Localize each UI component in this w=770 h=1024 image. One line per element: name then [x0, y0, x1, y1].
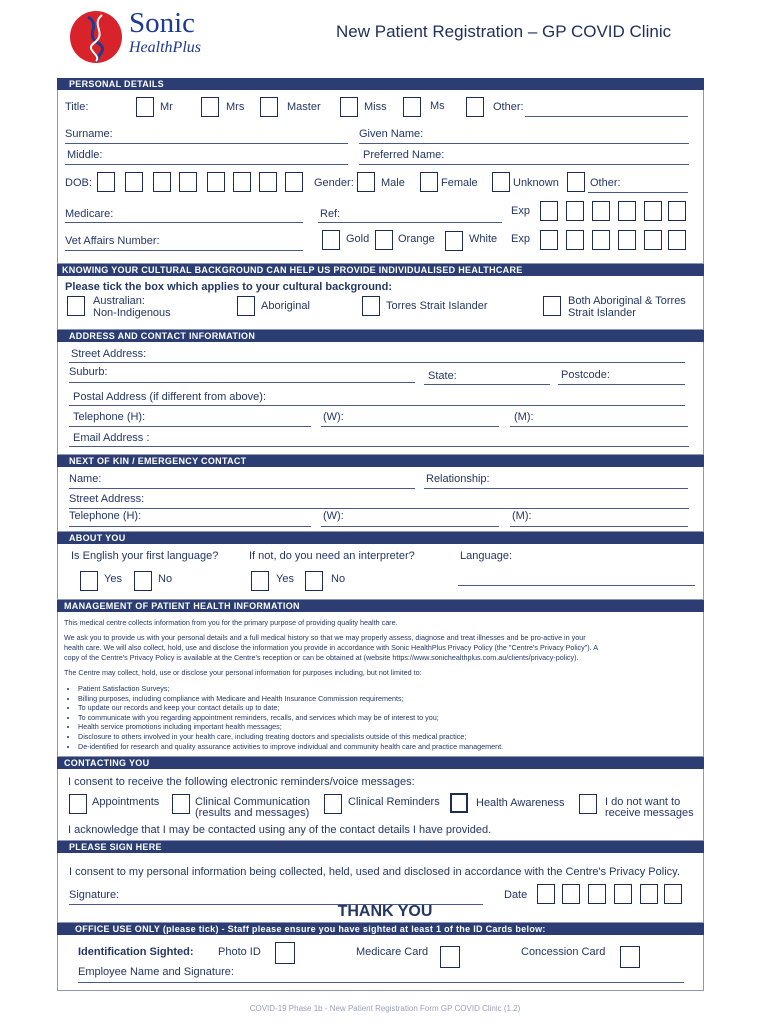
kin-name-field[interactable] [69, 488, 415, 489]
clinical-reminders-checkbox[interactable] [324, 794, 342, 814]
given-name-label: Given Name: [359, 128, 424, 140]
telephone-m-field[interactable] [510, 426, 688, 427]
street-address-field[interactable] [69, 362, 685, 363]
photo-id-checkbox[interactable] [275, 942, 295, 964]
office-heading: OFFICE USE ONLY (please tick) - Staff please ensure you have sighted at least 1 of the ID Cards below: [57, 923, 704, 935]
english-yes-checkbox[interactable] [80, 571, 98, 591]
appointments-label: Appointments [92, 796, 160, 808]
interpreter-yes-label: Yes [276, 573, 294, 585]
management-heading: MANAGEMENT OF PATIENT HEALTH INFORMATION [57, 600, 704, 612]
footer-text: COVID-19 Phase 1b - New Patient Registration Form GP COVID Clinic (1.2) [249, 1004, 521, 1013]
kin-name-label: Name: [69, 473, 102, 485]
medicare-field[interactable] [65, 222, 303, 223]
language-field[interactable] [458, 585, 695, 586]
gender-male-label: Male [381, 177, 405, 189]
cultural-both-label-1: Both Aboriginal & Torres [568, 295, 686, 307]
vet-exp-box-3[interactable] [592, 230, 610, 250]
middle-field[interactable] [65, 164, 348, 165]
kin-relationship-label: Relationship: [426, 473, 490, 485]
title-mrs-label: Mrs [226, 101, 245, 113]
gender-label: Gender: [314, 177, 354, 189]
cultural-australian-label-2: Non-Indigenous [93, 307, 171, 319]
surname-label: Surname: [65, 128, 113, 140]
medicare-card-label: Medicare Card [356, 946, 429, 958]
interpreter-no-label: No [331, 573, 346, 585]
telephone-h-field[interactable] [69, 426, 311, 427]
title-ms-checkbox[interactable] [403, 97, 421, 117]
management-bullet-list [64, 684, 708, 751]
employee-label: Employee Name and Signature: [78, 966, 234, 978]
vet-gold-checkbox[interactable] [322, 230, 340, 250]
dob-box-7[interactable] [259, 172, 277, 192]
kin-telephone-m-field[interactable] [510, 526, 688, 527]
date-box-2[interactable] [562, 884, 580, 904]
cultural-both-checkbox[interactable] [543, 296, 561, 316]
ref-field[interactable] [318, 222, 502, 223]
logo-sub: HealthPlus [129, 39, 201, 56]
medicare-exp-box-3[interactable] [592, 201, 610, 221]
photo-id-label: Photo ID [218, 946, 261, 958]
about-heading: ABOUT YOU [57, 532, 704, 544]
gender-female-checkbox[interactable] [420, 172, 438, 192]
title-label: Title: [65, 101, 89, 113]
title-other-checkbox[interactable] [466, 97, 484, 117]
dob-box-1[interactable] [97, 172, 115, 192]
vet-orange-checkbox[interactable] [375, 230, 393, 250]
english-no-checkbox[interactable] [134, 571, 152, 591]
management-bullet: • To update our records and keep your contact details up to date; [78, 703, 708, 713]
title-master-checkbox[interactable] [260, 97, 278, 117]
medicare-exp-box-4[interactable] [618, 201, 636, 221]
management-bullet: • De-identified for research and quality assurance activities to improve individual and community health care and practice management. [78, 742, 708, 752]
vet-affairs-label: Vet Affairs Number: [65, 235, 160, 247]
postal-address-label: Postal Address (if different from above): [73, 391, 266, 403]
state-label: State: [428, 370, 457, 382]
interpreter-no-checkbox[interactable] [305, 571, 323, 591]
cultural-australian-label-1: Australian: [93, 295, 145, 307]
vet-exp-box-1[interactable] [540, 230, 558, 250]
concession-card-label: Concession Card [521, 946, 606, 958]
kin-telephone-h-field[interactable] [69, 526, 311, 527]
gender-male-checkbox[interactable] [357, 172, 375, 192]
cultural-both-label-2: Strait Islander [568, 307, 636, 319]
title-master-label: Master [287, 101, 321, 113]
gender-female-label: Female [441, 177, 478, 189]
medicare-label: Medicare: [65, 208, 114, 220]
management-bullet: • Disclosure to others involved in your health care, including treating doctors and specialists outside of this medical practice; [78, 732, 708, 742]
vet-white-checkbox[interactable] [445, 231, 463, 251]
dob-box-5[interactable] [207, 172, 225, 192]
title-miss-label: Miss [364, 101, 387, 113]
medicare-exp-box-5[interactable] [644, 201, 662, 221]
signature-label: Signature: [69, 889, 120, 901]
gender-other-label: Other: [590, 177, 621, 189]
cultural-heading: KNOWING YOUR CULTURAL BACKGROUND CAN HELP US PROVIDE INDIVIDUALISED HEALTHCARE [57, 264, 704, 276]
personal-heading: PERSONAL DETAILS [57, 78, 704, 90]
vet-exp-box-5[interactable] [644, 230, 662, 250]
dob-box-2[interactable] [125, 172, 143, 192]
management-p2c: copy of the Centre's Privacy Policy is available at the Centre's reception or can be obtained at (website https://www.sonichealthplus.com.au/clients/privacy-policy). [64, 653, 579, 662]
suburb-label: Suburb: [69, 366, 108, 378]
dob-box-3[interactable] [153, 172, 171, 192]
suburb-field[interactable] [69, 382, 415, 383]
clinical-communication-label-2: (results and messages) [195, 807, 310, 819]
page-title: New Patient Registration – GP COVID Clinic [336, 22, 672, 41]
logo [68, 9, 228, 59]
management-bullet: • Billing purposes, including compliance with Medicare and Health Insurance Commission requirements; [78, 694, 708, 704]
kin-telephone-m-label: (M): [512, 510, 532, 522]
vet-affairs-field[interactable] [65, 250, 303, 251]
ref-label: Ref: [320, 208, 341, 220]
management-p2a: We ask you to provide us with your personal details and a full medical history so that we may properly assess, diagnose and treat illnesses and be pro-active in your [64, 633, 586, 642]
sign-heading: PLEASE SIGN HERE [57, 841, 704, 853]
vet-white-label: White [469, 233, 498, 245]
no-messages-label-1: I do not want to [605, 796, 681, 808]
language-label: Language: [460, 550, 512, 562]
postal-address-field[interactable] [69, 405, 685, 406]
dob-label: DOB: [65, 177, 92, 189]
address-heading: ADDRESS AND CONTACT INFORMATION [57, 330, 704, 342]
cultural-australian-checkbox[interactable] [67, 296, 85, 316]
health-awareness-label: Health Awareness [476, 797, 565, 809]
medicare-exp-box-2[interactable] [566, 201, 584, 221]
postcode-label: Postcode: [561, 369, 610, 381]
clinical-communication-checkbox[interactable] [172, 794, 190, 814]
given-name-field[interactable] [359, 143, 689, 144]
vet-exp-box-6[interactable] [668, 230, 686, 250]
kin-telephone-w-field[interactable] [321, 526, 499, 527]
kin-street-field[interactable] [69, 508, 689, 509]
vet-exp-label: Exp [511, 233, 530, 245]
middle-label: Middle: [67, 149, 103, 161]
employee-field[interactable] [78, 982, 684, 983]
telephone-m-label: (M): [514, 411, 534, 423]
street-address-label: Street Address: [71, 348, 147, 360]
id-sighted-label: Identification Sighted: [78, 946, 194, 958]
gender-unknown-checkbox[interactable] [492, 172, 510, 192]
gender-other-line[interactable] [588, 192, 688, 193]
no-messages-checkbox[interactable] [579, 794, 597, 814]
email-label: Email Address : [73, 432, 150, 444]
contact-acknowledge-text: I acknowledge that I may be contacted using any of the contact details I have provided. [68, 824, 492, 836]
date-box-1[interactable] [537, 884, 555, 904]
cultural-torres-label: Torres Strait Islander [386, 300, 488, 312]
title-other-line[interactable] [525, 116, 688, 117]
preferred-name-field[interactable] [359, 164, 689, 165]
title-mrs-checkbox[interactable] [201, 97, 219, 117]
title-ms-label: Ms [430, 100, 445, 112]
english-question: Is English your first language? [71, 550, 219, 562]
state-field[interactable] [424, 384, 550, 385]
date-box-6[interactable] [664, 884, 682, 904]
email-field[interactable] [69, 446, 689, 447]
title-other-label: Other: [493, 101, 524, 113]
preferred-name-label: Preferred Name: [363, 149, 445, 161]
management-p3: The Centre may collect, hold, use or disclose your personal information for purposes including, but not limited to: [64, 668, 422, 677]
concession-card-checkbox[interactable] [620, 946, 640, 968]
medicare-exp-box-1[interactable] [540, 201, 558, 221]
date-box-3[interactable] [588, 884, 606, 904]
kin-telephone-h-label: Telephone (H): [69, 510, 142, 522]
dob-box-8[interactable] [285, 172, 303, 192]
thank-you-text: THANK YOU [337, 903, 433, 920]
contact-consent-text: I consent to receive the following electronic reminders/voice messages: [68, 776, 415, 788]
management-p1: This medical centre collects information from you for the primary purpose of providing quality health care. [64, 618, 398, 627]
date-box-5[interactable] [640, 884, 658, 904]
sign-consent-text: I consent to my personal information being collected, held, used and disclosed in accordance with the Centre's Privacy Policy. [69, 866, 680, 878]
vet-exp-box-4[interactable] [618, 230, 636, 250]
title-miss-checkbox[interactable] [340, 97, 358, 117]
kin-heading: NEXT OF KIN / EMERGENCY CONTACT [57, 455, 704, 467]
english-no-label: No [158, 573, 173, 585]
kin-street-label: Street Address: [69, 493, 145, 505]
no-messages-label-2: receive messages [605, 807, 694, 819]
cultural-aboriginal-label: Aboriginal [261, 300, 310, 312]
vet-orange-label: Orange [398, 233, 435, 245]
date-label: Date [504, 889, 528, 901]
cultural-aboriginal-checkbox[interactable] [237, 296, 255, 316]
clinical-communication-label-1: Clinical Communication [195, 796, 310, 808]
logo-emblem-icon [68, 9, 124, 65]
telephone-w-label: (W): [323, 411, 344, 423]
telephone-w-field[interactable] [321, 426, 499, 427]
interpreter-question: If not, do you need an interpreter? [249, 550, 415, 562]
kin-telephone-w-label: (W): [323, 510, 344, 522]
title-mr-checkbox[interactable] [136, 97, 154, 117]
contacting-heading: CONTACTING YOU [57, 757, 704, 769]
cultural-instruction: Please tick the box which applies to your cultural background: [65, 281, 393, 293]
kin-relationship-field[interactable] [424, 488, 688, 489]
management-bullet: • Health service promotions including important health messages; [78, 722, 708, 732]
postcode-field[interactable] [558, 384, 685, 385]
date-box-4[interactable] [614, 884, 632, 904]
title-mr-label: Mr [160, 101, 173, 113]
logo-name: Sonic [129, 7, 196, 39]
surname-field[interactable] [65, 143, 348, 144]
vet-gold-label: Gold [346, 233, 370, 245]
medicare-card-checkbox[interactable] [440, 946, 460, 968]
dob-box-6[interactable] [233, 172, 251, 192]
interpreter-yes-checkbox[interactable] [251, 571, 269, 591]
management-bullet: • To communicate with you regarding appointment reminders, recalls, and services which may be of interest to you; [78, 713, 708, 723]
english-yes-label: Yes [104, 573, 122, 585]
medicare-exp-label: Exp [511, 205, 530, 217]
clinical-reminders-label: Clinical Reminders [348, 796, 440, 808]
gender-other-checkbox[interactable] [567, 172, 585, 192]
telephone-h-label: Telephone (H): [73, 411, 146, 423]
gender-unknown-label: Unknown [513, 177, 559, 189]
appointments-checkbox[interactable] [69, 794, 87, 814]
vet-exp-box-2[interactable] [566, 230, 584, 250]
management-bullet: • Patient Satisfaction Surveys; [78, 684, 708, 694]
health-awareness-checkbox[interactable] [450, 793, 468, 813]
management-p2b: health care. We will also collect, hold, use and disclose the information you provide in accordance with Sonic HealthPlus Privacy Policy (the "Centre's Privacy Policy"). A [64, 643, 599, 652]
dob-box-4[interactable] [179, 172, 197, 192]
medicare-exp-box-6[interactable] [668, 201, 686, 221]
cultural-torres-checkbox[interactable] [362, 296, 380, 316]
